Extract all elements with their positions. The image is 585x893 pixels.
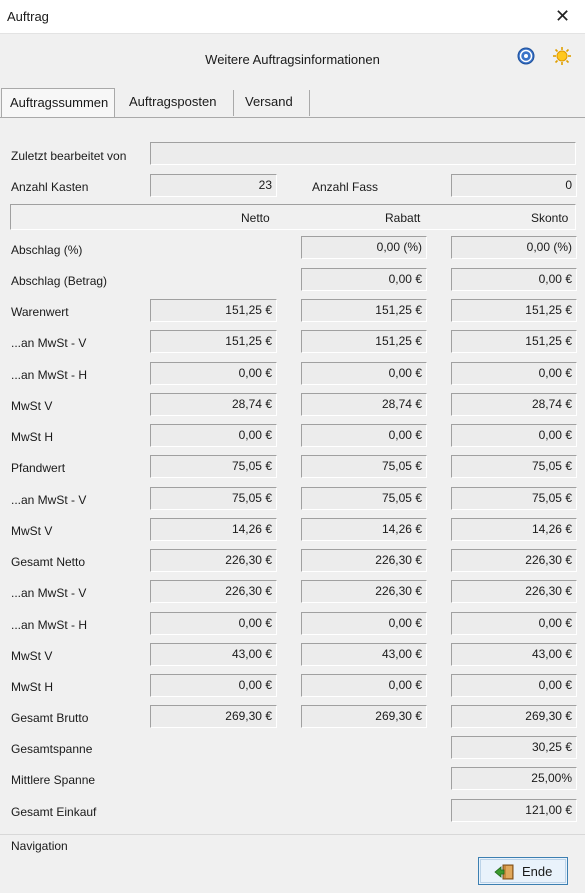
row-skonto-field[interactable]: 14,26 €: [451, 518, 577, 541]
row-netto-field[interactable]: 28,74 €: [150, 393, 277, 416]
tab-versand[interactable]: Versand: [237, 90, 310, 116]
row-skonto-field[interactable]: 0,00 €: [451, 612, 577, 635]
mittlere-spanne-label: Mittlere Spanne: [11, 773, 96, 787]
abschlag-percent-rabatt[interactable]: 0,00 (%): [301, 236, 427, 259]
close-icon[interactable]: ✕: [554, 6, 571, 26]
row-skonto-field[interactable]: 151,25 €: [451, 299, 577, 322]
mittlere-spanne-field[interactable]: 25,00%: [451, 767, 577, 790]
fass-field[interactable]: 0: [451, 174, 577, 197]
row-label: ...an MwSt - V: [11, 586, 87, 600]
row-rabatt-field[interactable]: 151,25 €: [301, 330, 427, 353]
row-skonto-field[interactable]: 0,00 €: [451, 424, 577, 447]
row-skonto-field[interactable]: 0,00 €: [451, 362, 577, 385]
kasten-label: Anzahl Kasten: [11, 180, 89, 194]
abschlag-percent-label: Abschlag (%): [11, 243, 83, 257]
gesamtspanne-field[interactable]: 30,25 €: [451, 736, 577, 759]
column-header: [10, 204, 576, 230]
row-rabatt-field[interactable]: 75,05 €: [301, 487, 427, 510]
row-rabatt-field[interactable]: 0,00 €: [301, 362, 427, 385]
abschlag-betrag-label: Abschlag (Betrag): [11, 274, 108, 288]
row-skonto-field[interactable]: 28,74 €: [451, 393, 577, 416]
navigation-label: Navigation: [11, 839, 68, 853]
row-netto-field[interactable]: 0,00 €: [150, 362, 277, 385]
row-label: Gesamt Brutto: [11, 711, 89, 725]
row-label: ...an MwSt - V: [11, 336, 87, 350]
abschlag-percent-skonto[interactable]: 0,00 (%): [451, 236, 577, 259]
row-skonto-field[interactable]: 75,05 €: [451, 487, 577, 510]
row-label: ...an MwSt - H: [11, 368, 88, 382]
row-rabatt-field[interactable]: 43,00 €: [301, 643, 427, 666]
abschlag-betrag-rabatt[interactable]: 0,00 €: [301, 268, 427, 291]
row-rabatt-field[interactable]: 0,00 €: [301, 424, 427, 447]
row-netto-field[interactable]: 226,30 €: [150, 580, 277, 603]
sun-icon[interactable]: [552, 46, 572, 66]
tab-auftragsposten[interactable]: Auftragsposten: [121, 90, 234, 116]
row-netto-field[interactable]: 43,00 €: [150, 643, 277, 666]
gesamt-einkauf-field[interactable]: 121,00 €: [451, 799, 577, 822]
window-title: Auftrag: [7, 9, 49, 24]
column-header-skonto: Skonto: [531, 211, 569, 225]
edited-by-field[interactable]: [150, 142, 576, 165]
row-netto-field[interactable]: 151,25 €: [150, 299, 277, 322]
row-netto-field[interactable]: 0,00 €: [150, 424, 277, 447]
row-rabatt-field[interactable]: 226,30 €: [301, 580, 427, 603]
row-skonto-field[interactable]: 269,30 €: [451, 705, 577, 728]
abschlag-betrag-skonto[interactable]: 0,00 €: [451, 268, 577, 291]
row-label: MwSt H: [11, 430, 53, 444]
fass-label: Anzahl Fass: [312, 180, 379, 194]
exit-door-icon: [494, 864, 516, 880]
kasten-field[interactable]: 23: [150, 174, 277, 197]
row-netto-field[interactable]: 0,00 €: [150, 612, 277, 635]
row-rabatt-field[interactable]: 0,00 €: [301, 612, 427, 635]
row-netto-field[interactable]: 151,25 €: [150, 330, 277, 353]
row-label: ...an MwSt - V: [11, 493, 87, 507]
row-netto-field[interactable]: 14,26 €: [150, 518, 277, 541]
row-netto-field[interactable]: 226,30 €: [150, 549, 277, 572]
row-label: MwSt V: [11, 399, 53, 413]
row-rabatt-field[interactable]: 28,74 €: [301, 393, 427, 416]
row-netto-field[interactable]: 0,00 €: [150, 674, 277, 697]
help-icon[interactable]: [516, 46, 536, 66]
row-rabatt-field[interactable]: 14,26 €: [301, 518, 427, 541]
row-rabatt-field[interactable]: 269,30 €: [301, 705, 427, 728]
row-netto-field[interactable]: 75,05 €: [150, 455, 277, 478]
row-skonto-field[interactable]: 226,30 €: [451, 549, 577, 572]
row-skonto-field[interactable]: 151,25 €: [451, 330, 577, 353]
row-netto-field[interactable]: 269,30 €: [150, 705, 277, 728]
row-label: MwSt V: [11, 524, 53, 538]
row-rabatt-field[interactable]: 151,25 €: [301, 299, 427, 322]
row-skonto-field[interactable]: 226,30 €: [451, 580, 577, 603]
ende-button[interactable]: [478, 857, 568, 885]
window-titlebar: [0, 0, 585, 34]
dialog-title: Weitere Auftragsinformationen: [205, 52, 380, 67]
ende-button-label: Ende: [522, 864, 553, 879]
row-rabatt-field[interactable]: 226,30 €: [301, 549, 427, 572]
row-skonto-field[interactable]: 0,00 €: [451, 674, 577, 697]
edited-by-label: Zuletzt bearbeitet von: [11, 149, 127, 163]
column-header-netto: Netto: [241, 211, 270, 225]
row-label: MwSt H: [11, 680, 53, 694]
tab-strip: [0, 88, 585, 118]
dialog-header: [0, 35, 585, 85]
row-rabatt-field[interactable]: 0,00 €: [301, 674, 427, 697]
row-skonto-field[interactable]: 75,05 €: [451, 455, 577, 478]
row-netto-field[interactable]: 75,05 €: [150, 487, 277, 510]
gesamtspanne-label: Gesamtspanne: [11, 742, 93, 756]
row-label: MwSt V: [11, 649, 53, 663]
row-label: Gesamt Netto: [11, 555, 86, 569]
row-label: Warenwert: [11, 305, 69, 319]
navigation-divider: [0, 834, 585, 835]
gesamt-einkauf-label: Gesamt Einkauf: [11, 805, 97, 819]
row-skonto-field[interactable]: 43,00 €: [451, 643, 577, 666]
row-rabatt-field[interactable]: 75,05 €: [301, 455, 427, 478]
tab-auftragssummen[interactable]: Auftragssummen: [1, 88, 115, 118]
tab-divider: [0, 117, 585, 118]
column-header-rabatt: Rabatt: [385, 211, 421, 225]
row-label: Pfandwert: [11, 461, 66, 475]
row-label: ...an MwSt - H: [11, 618, 88, 632]
